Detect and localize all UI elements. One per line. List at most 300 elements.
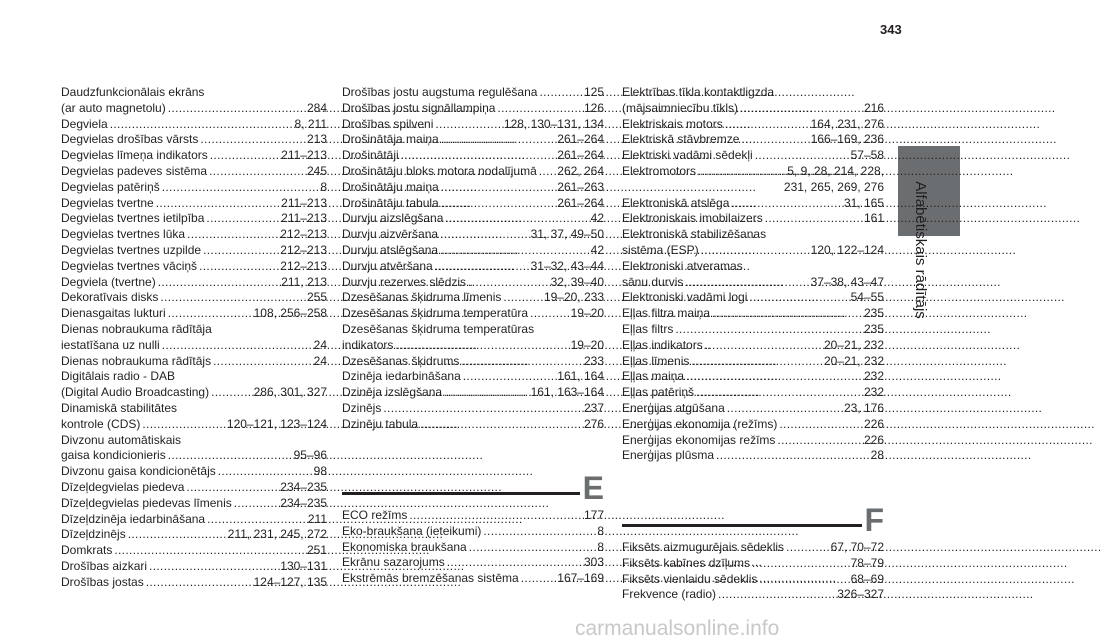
entry-pages: 31–32, 43–44 [530,258,604,273]
index-entry [622,540,884,556]
entry-term: ECO režīms [342,508,408,522]
dot-leader [166,306,254,322]
entry-pages: 177 [583,508,604,522]
entry-pages: 212–213 [280,258,327,273]
index-entry [622,385,884,401]
dot-leader [160,180,321,196]
dot-leader [197,259,280,275]
entry-pages: 232 [863,385,884,400]
index-entry [622,369,884,385]
entry-term: Degvielas padeves sistēma [61,163,208,178]
index-entry [622,211,884,227]
entry-pages: 261–263 [557,179,604,194]
entry-pages: 211–213 [281,148,327,163]
entry-term: iestatīšana uz nulli [61,337,160,352]
entry-term: Domkrats [61,543,113,558]
dot-leader [747,290,850,306]
dot-leader [725,401,844,417]
entry-term: Durvju aizvēršana [342,227,439,242]
dot-leader [481,524,597,540]
entry-pages: 161, 163–164 [530,385,604,400]
index-entry [622,101,884,117]
entry-term: Drošinātāju bloks motora nodalījumā [342,163,537,178]
entry-pages: 8 [597,523,604,538]
entry-pages: 8, 211 [294,116,327,131]
entry-term: Dīzeļdegvielas piedeva [61,479,185,494]
entry-heading-line: Elektroniskā stabilizēšanas [622,227,767,242]
entry-pages: 31, 37, 49–50 [530,227,604,242]
entry-pages: 262, 264 [557,163,604,178]
dot-leader [439,180,558,196]
dot-leader [166,448,294,464]
entry-pages: 212–213 [280,227,327,242]
dot-leader [439,132,558,148]
entry-pages: 98 [313,464,327,479]
index-entry [61,196,327,212]
entry-term: Drošības spilveni [342,116,434,131]
entry-term: Drošības jostas [61,574,144,589]
entry-term: Degvielas tvertnes vāciņš [61,258,198,273]
entry-term: Enerģijas atgūšana [622,400,725,415]
entry-term: Drošinātāju tabula [342,195,439,210]
section-rule [622,524,862,527]
entry-term: Fiksēts aizmugurējais sēdeklis [622,540,785,554]
dot-leader [204,211,281,227]
dot-leader [689,354,824,370]
dot-leader [443,211,590,227]
dot-leader [166,101,307,117]
dot-leader [784,540,831,556]
entry-term: Ekonomiska braukšana [342,539,467,554]
entry-term: sānu durvis [622,274,684,289]
dot-leader [393,338,570,354]
entry-pages: 31, 165 [843,195,884,210]
entry-pages: 235 [863,321,884,336]
entry-term: Degviela (tvertne) [61,274,156,289]
index-entry [61,354,327,370]
index-entry [61,101,327,117]
index-entry [61,417,327,433]
entry-pages: 276 [583,416,604,431]
entry-pages: 54–55 [850,290,884,305]
dot-leader [683,275,810,291]
entry-term: Drošības jostu signāllampiņa [342,100,496,115]
index-entry [342,101,604,117]
index-entry [342,338,604,354]
index-entry [342,524,604,540]
dot-leader [433,117,504,133]
entry-pages: 78–79 [850,555,884,570]
dot-leader [154,196,281,212]
entry-pages: 19–20 [570,337,604,352]
entry-term: Drošinātāju maiņa [342,179,439,194]
entry-term: Drošības aizkari [61,558,148,573]
entry-pages: 23, 176 [843,400,884,415]
entry-pages: 19–20 [570,306,604,321]
entry-pages: 24 [313,353,327,368]
index-entry [61,385,327,401]
entry-pages: 128, 130–131, 134 [503,116,604,131]
index-entry [342,369,604,385]
index-entry [342,180,604,196]
dot-leader [696,164,787,180]
dot-leader [209,385,254,401]
entry-pages: 125 [583,85,604,99]
index-entry [61,306,327,322]
entry-term: gaisa kondicionieris [61,448,166,463]
dot-leader [439,196,558,212]
index-entry [61,227,327,243]
dot-leader [703,338,824,354]
entry-pages: 261–264 [557,132,604,147]
dot-leader [112,543,307,559]
entry-term: Durvju atslēgšana [342,242,439,257]
index-column-3 [622,85,884,464]
index-entry [622,306,884,322]
entry-term: Elektriski vadāmi sēdekļi [622,148,753,163]
entry-pages: 24 [313,337,327,352]
index-entry [622,132,884,148]
index-entry [342,417,604,433]
index-entry [622,556,884,572]
entry-pages: 226 [863,432,884,447]
dot-leader [684,369,864,385]
dot-leader [158,290,307,306]
entry-pages: 211 [307,511,327,526]
dot-leader [399,148,558,164]
index-entry [342,555,604,571]
section-e-entries [342,508,604,587]
index-entry [622,243,884,259]
index-entry [61,259,327,275]
entry-pages: 235 [863,306,884,321]
section-header-e [342,470,604,508]
entry-term: indikators [342,337,394,352]
index-entry [342,306,604,322]
entry-term: Degvielas patēriņš [61,179,160,194]
index-entry [342,164,604,180]
entry-pages: 261–264 [557,195,604,210]
entry-pages: 42 [590,242,604,257]
entry-term: Eko-braukšana (ieteikumi) [342,523,482,538]
index-entry [61,575,327,591]
dot-leader [208,148,281,164]
index-entry [342,132,604,148]
entry-term: Drošības jostu augstuma regulēšana [342,85,538,99]
index-entry [342,117,604,133]
entry-heading-line: Elektroniski atveramas [622,258,743,273]
dot-leader [738,101,864,117]
dot-leader [184,480,280,496]
entry-heading-line: Digitālais radio - DAB [61,369,176,384]
entry-pages: 216 [863,100,884,115]
index-entry [61,117,327,133]
entry-term: Degvielas tvertne [61,195,154,210]
entry-term: Fiksēts kabīnes dzīļums [622,555,751,570]
entry-term: (Digital Audio Broadcasting) [61,385,210,400]
index-entry [61,527,327,543]
entry-pages: 120–121, 123–124 [226,416,327,431]
index-entry [61,148,327,164]
dot-leader [537,85,584,101]
entry-pages: 20–21, 232 [823,353,884,368]
index-entry [622,417,884,433]
entry-term: Eļļas filtrs [622,321,674,336]
dot-leader [729,196,844,212]
entry-term: Degvielas tvertnes ietilpība [61,211,205,226]
dot-leader [459,354,584,370]
index-entry [342,354,604,370]
entry-pages: 164, 231, 276 [810,116,884,131]
entry-pages: 234–235 [280,479,327,494]
index-entry [342,401,604,417]
entry-pages: 130–131 [280,558,327,573]
entry-heading-line: Dinamiskā stabilitātes [61,400,178,415]
entry-pages: 166–169, 236 [810,132,884,147]
section-letter: F [864,502,884,538]
index-entry [61,275,327,291]
entry-heading-line: Dzesēšanas šķidruma temperatūras [342,321,535,336]
entry-term: Elektroniskais imobilaizers [622,211,763,226]
index-entry [622,322,884,338]
index-entry [342,259,604,275]
dot-leader [750,556,851,572]
dot-leader [495,101,584,117]
dot-leader [147,559,280,575]
entry-pages: 286, 301, 327 [253,385,327,400]
entry-pages: 226 [863,416,884,431]
index-entry [342,508,604,524]
entry-pages: 233 [583,353,604,368]
dot-leader [418,417,584,433]
entry-term: Dienas nobraukuma rādītājs [61,353,212,368]
dot-leader [126,527,228,543]
entry-pages: 126 [583,100,604,115]
dot-leader [777,417,864,433]
dot-leader [442,385,531,401]
entry-term: Elektroniski vadāmi logi [622,290,748,305]
entry-term: kontrole (CDS) [61,416,141,431]
entry-term: Dzinēju tabula [342,416,419,431]
index-entry [61,543,327,559]
entry-term: Drošinātāji [342,148,399,163]
entry-pages: 28 [870,448,884,463]
index-entry [342,275,604,291]
entry-pages: 261–264 [557,148,604,163]
index-entry [342,85,604,101]
dot-leader [445,555,584,571]
dot-leader [198,132,307,148]
dot-leader [207,164,307,180]
index-entry [622,433,884,449]
entry-pages: 8 [597,539,604,554]
entry-term: Dīzeļdzinējs [61,527,126,542]
entry-pages: 167–169 [557,571,604,586]
dot-leader [108,117,295,133]
index-entry [622,338,884,354]
entry-pages: 211, 213 [281,274,327,289]
index-entry [622,290,884,306]
entry-pages: 232 [863,369,884,384]
entry-term: Degviela [61,116,108,131]
entry-term: Ekrānu sazarojums [342,555,445,570]
dot-leader [185,227,280,243]
entry-pages: 251 [306,543,327,558]
index-entry [61,132,327,148]
index-entry [342,571,604,587]
index-entry [61,164,327,180]
index-entry [342,243,604,259]
entry-pages: 211, 231, 245, 272 [227,527,327,542]
index-entry [61,211,327,227]
dot-leader [438,227,531,243]
entry-pages: 20–21, 232 [823,337,884,352]
entry-pages: 124–127, 135 [253,574,327,589]
entry-term: Degvielas tvertnes lūka [61,227,186,242]
section-header-f [622,502,884,540]
watermark: carmanualsonline.info [575,617,780,640]
index-entry [61,180,327,196]
dot-leader [753,148,851,164]
entry-pages: 211–213 [281,195,327,210]
entry-term: (ar auto magnetolu) [61,100,166,115]
index-entry [61,512,327,528]
dot-leader [140,417,227,433]
index-entry [61,496,327,512]
dot-leader [201,243,280,259]
dot-leader [407,508,584,524]
index-entry [622,587,884,603]
index-entry [342,540,604,556]
dot-leader [205,512,308,528]
dot-leader [537,164,558,180]
index-entry [61,559,327,575]
index-column-2 [342,85,604,433]
entry-term: Drošinātāja maiņa [342,132,439,147]
entry-pages: 326–327 [837,587,884,602]
entry-term: Dzinēja izslēgšana [342,385,443,400]
entry-pages: 108, 256–258 [253,306,327,321]
entry-term: Dekoratīvais disks [61,290,159,305]
entry-pages: 37–38, 43–47 [810,274,884,289]
index-entry [622,117,884,133]
entry-term: Elektromotors [622,163,697,178]
entry-term: Enerģijas plūsma [622,448,715,463]
section-f-entries [622,540,884,603]
dot-leader [694,385,864,401]
dot-leader [433,259,531,275]
dot-leader [216,464,314,480]
entry-pages: 161 [863,211,884,226]
entry-term: Enerģijas ekonomija (režīms) [622,416,778,431]
entry-pages: 161, 164 [557,369,604,384]
dot-leader [699,243,811,259]
entry-term: Eļļas patēriņš [622,385,695,400]
dot-leader [763,211,864,227]
entry-term: Fiksēts vienlaidu sēdeklis [622,571,758,586]
dot-leader [466,275,551,291]
index-entry [622,275,884,291]
index-entry [622,196,884,212]
entry-term: Ekstrēmās bremzēšanas sistēma [342,571,519,586]
entry-pages: 68–69 [850,571,884,586]
index-entry [622,164,884,180]
dot-leader [467,540,598,556]
entry-pages: 5, 9, 28, 214, 228, [787,163,884,178]
entry-term: Durvju rezerves slēdzis [342,274,467,289]
index-entry [622,401,884,417]
entry-term: Dzinējs [342,400,382,415]
entry-pages: 213 [306,132,327,147]
entry-term: Elektroniskā atslēga [622,195,730,210]
dot-leader [461,369,558,385]
entry-term: (mājsaimniecību tīkls) [622,100,739,115]
entry-term: Frekvence (radio) [622,587,717,602]
entry-term: Eļļas indikators [622,337,703,352]
index-entry [622,572,884,588]
entry-pages: 42 [590,211,604,226]
entry-pages: 212–213 [280,242,327,257]
entry-term: Degvielas drošības vārsts [61,132,199,147]
dot-leader [519,571,558,587]
index-entry [61,464,327,480]
entry-term: Dzesēšanas šķidruma līmenis [342,290,502,305]
index-entry [342,290,604,306]
page-number: 343 [880,22,902,37]
entry-term: Divzonu gaisa kondicionētājs [61,464,216,479]
index-entry [342,227,604,243]
dot-leader [144,575,254,591]
entry-pages: 211–213 [281,211,327,226]
dot-leader [528,306,571,322]
section-letter: E [582,470,604,506]
entry-pages: 95–96 [293,448,327,463]
dot-leader [438,243,591,259]
entry-pages: 67, 70–72 [830,540,884,554]
entry-pages: 284 [306,100,327,115]
entry-pages: 245 [306,163,327,178]
entry-term: Dzesēšanas šķidruma temperatūra [342,306,529,321]
entry-pages: 32, 39–40 [550,274,604,289]
entry-term: Degvielas tvertnes uzpilde [61,242,202,257]
dot-leader [714,448,871,464]
dot-leader [160,338,314,354]
entry-continuation: 231, 265, 269, 276 [783,179,884,194]
dot-leader [156,275,281,291]
side-title: Alfabētiskais rādītājs [912,181,929,319]
entry-term: Durvju atvēršana [342,258,433,273]
dot-leader [501,290,544,306]
index-entry [342,385,604,401]
index-entry [61,480,327,496]
entry-term: Dzinēja iedarbināšana [342,369,461,384]
entry-term: sistēma (ESP) [622,242,699,257]
entry-term: Eļļas filtra maiņa [622,306,711,321]
entry-pages: 19–20, 233 [543,290,604,305]
entry-pages: 57–58 [850,148,884,163]
entry-pages: 8 [320,179,327,194]
entry-heading-line: Daudzfunkcionālais ekrāns [61,85,205,99]
index-entry [342,211,604,227]
dot-leader [211,354,314,370]
entry-term: Dienasgaitas lukturi [61,306,166,321]
entry-heading-line: Divzonu automātiskais [61,432,182,447]
entry-term: Eļļas maiņa [622,369,685,384]
dot-leader [775,433,864,449]
dot-leader [710,306,864,322]
index-entry [61,448,327,464]
index-column-1 [61,85,327,591]
